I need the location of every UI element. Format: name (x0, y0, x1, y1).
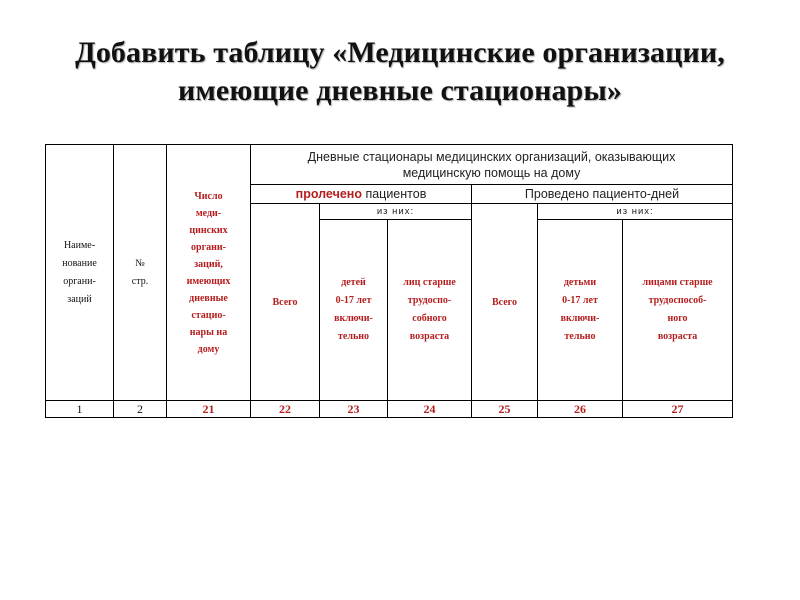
of-them-treated-text: из них: (376, 206, 415, 217)
column-number: 2 (114, 401, 167, 418)
total-days-text: Всего (492, 296, 517, 308)
of-them-days-text: из них: (616, 206, 654, 217)
header-org-count-text: Число меди- цинских органи- заций, имеющих дневные стацио- нары на дому (186, 190, 231, 355)
column-number: 21 (167, 401, 251, 418)
column-number: 24 (388, 401, 472, 418)
treated-bold-text: пролечено (295, 187, 362, 201)
patient-days-text: Проведено пациенто-дней (524, 187, 680, 201)
children-treated-text: детей 0-17 лет включи- тельно (334, 277, 373, 342)
elderly-days-text: лицами старше трудоспособ- ного возраста (642, 277, 713, 342)
header-cell-org-count (167, 145, 251, 401)
header-elderly-days (623, 220, 733, 401)
column-number: 26 (538, 401, 623, 418)
page-title (0, 34, 800, 110)
column-number: 1 (46, 401, 114, 418)
header-cell-name (46, 145, 114, 401)
column-number: 25 (472, 401, 538, 418)
total-treated-text: Всего (272, 296, 298, 308)
column-number: 23 (320, 401, 388, 418)
elderly-treated-text: лиц старше трудоспо- собного возраста (403, 277, 456, 342)
group-header-text: Дневные стационары медицинских организаций, оказывающих медицинскую помощь на дому (307, 149, 676, 180)
treated-rest-text: пациентов (361, 187, 427, 201)
children-days-text: детьми 0-17 лет включи- тельно (560, 277, 600, 342)
report-table (45, 144, 733, 418)
header-of-them-treated (320, 204, 472, 220)
title-line-1: Добавить таблицу «Медицинские организации, (75, 36, 725, 69)
header-of-them-days (538, 204, 733, 220)
header-children-days (538, 220, 623, 401)
header-patient-days (472, 185, 733, 204)
header-name-text: Наиме- нование органи- заций (62, 239, 97, 305)
header-treated-patients (251, 185, 472, 204)
header-total-days (472, 204, 538, 401)
table-row-column-numbers (46, 401, 733, 418)
header-group-day-hospitals (251, 145, 733, 185)
header-children-treated (320, 220, 388, 401)
column-number: 27 (623, 401, 733, 418)
title-line-2: имеющие дневные стационары» (178, 74, 622, 107)
header-cell-row-number (114, 145, 167, 401)
column-number: 22 (251, 401, 320, 418)
header-row-number-text: № стр. (131, 257, 149, 287)
header-total-treated (251, 204, 320, 401)
header-elderly-treated (388, 220, 472, 401)
